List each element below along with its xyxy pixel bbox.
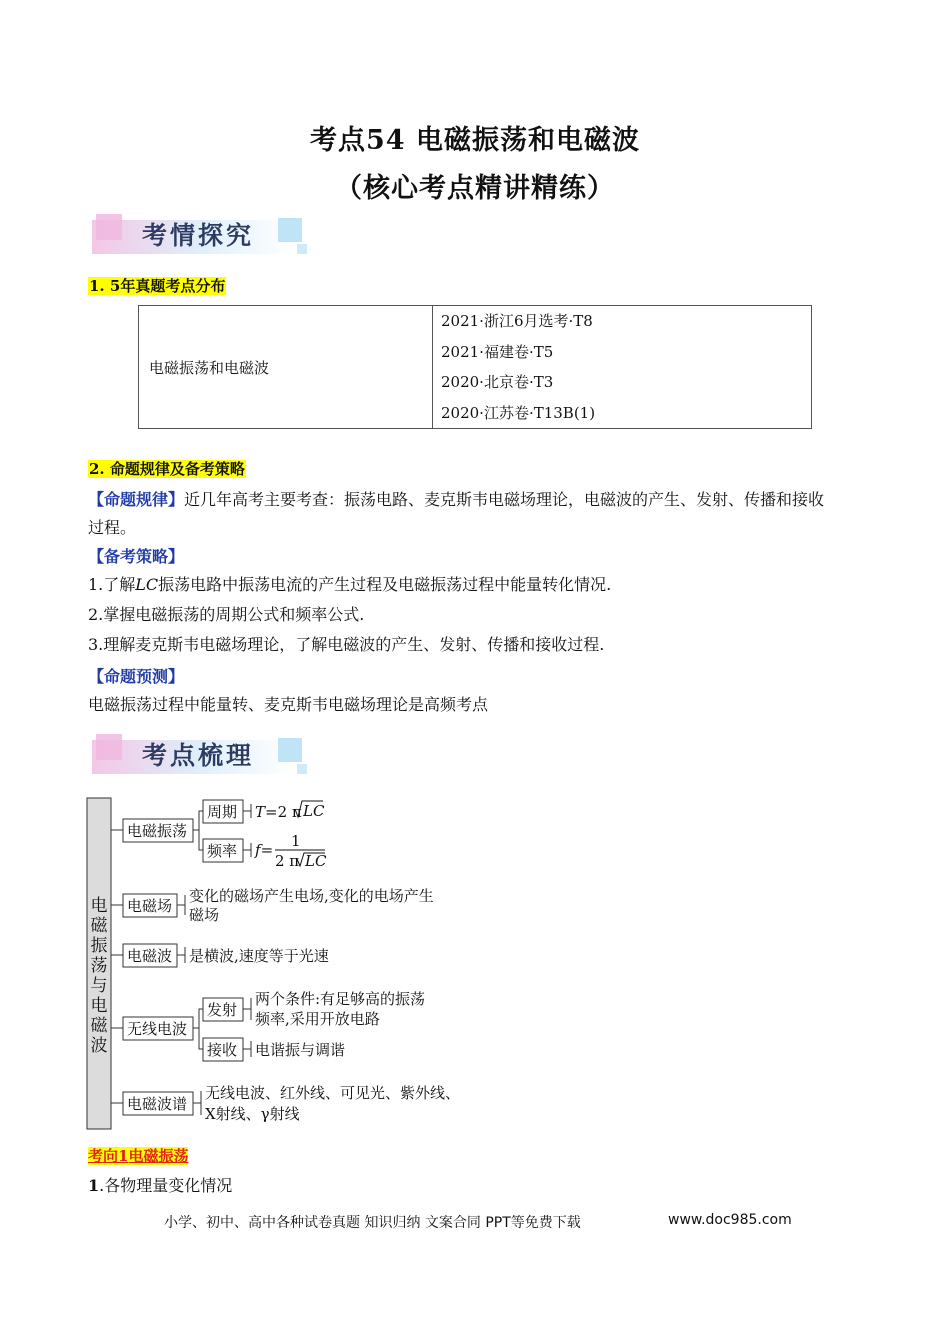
- direction-heading: [88, 1145, 188, 1166]
- strategy-lc-term: LC: [135, 575, 159, 594]
- svg-text:LC: LC: [305, 852, 327, 870]
- svg-text:X射线、γ射线: X射线、γ射线: [205, 1105, 300, 1123]
- svg-text:LC: LC: [303, 802, 325, 820]
- footer-text: 小学、初中、高中各种试卷真题 知识归纳 文案合同 PPT等免费下载: [164, 1215, 581, 1231]
- topic-cell: 电磁振荡和电磁波: [139, 306, 433, 429]
- svg-text:波: 波: [90, 1036, 108, 1056]
- svg-text:与: 与: [90, 976, 108, 996]
- section-heading-distribution: 1. 5年真题考点分布: [89, 277, 226, 295]
- strategy-item-2: 2.掌握电磁振荡的周期公式和频率公式.: [88, 605, 365, 624]
- exam-list-cell: [433, 306, 812, 429]
- period-formula: [255, 801, 325, 821]
- rule-label: 【命题规律】: [88, 490, 185, 509]
- svg-text:1: 1: [291, 832, 301, 850]
- section-heading-strategy: 2. 命题规律及备考策略: [89, 460, 245, 478]
- em-wave-text: 是横波,速度等于光速: [189, 947, 329, 965]
- em-field-text: [189, 887, 434, 924]
- section-banner-knowledge: [92, 734, 312, 778]
- banner-label: 考情探究: [142, 221, 255, 250]
- predict-label: 【命题预测】: [88, 667, 185, 686]
- direction-label: 考向1: [88, 1147, 129, 1165]
- svg-text:发射: 发射: [207, 1001, 238, 1019]
- frequency-formula: [254, 832, 327, 870]
- svg-text:两个条件:有足够高的振荡: 两个条件:有足够高的振荡: [255, 990, 426, 1008]
- strategy-item-3: 3.理解麦克斯韦电磁场理论，了解电磁波的产生、发射、传播和接收过程.: [88, 635, 605, 654]
- svg-text:变化的磁场产生电场,变化的电场产生: 变化的磁场产生电场,变化的电场产生: [189, 887, 434, 905]
- root-label: [91, 896, 109, 1056]
- svg-text:电磁振荡: 电磁振荡: [127, 822, 188, 840]
- transmit-text: [255, 990, 425, 1028]
- svg-text:周期: 周期: [207, 803, 238, 821]
- rule-text: 近几年高考主要考查：振荡电路、麦克斯韦电磁场理论，电磁波的产生、发射、传播和接收: [184, 490, 825, 509]
- svg-text:电磁波: 电磁波: [127, 947, 173, 965]
- page-subtitle: （核心考点精讲精练）: [335, 173, 615, 204]
- rule-text-continued: 过程。: [88, 518, 137, 537]
- exam-entry: 2021·福建卷·T5: [441, 342, 554, 361]
- footer-link[interactable]: www.doc985.com: [668, 1212, 792, 1228]
- svg-text:T=2 π: T=2 π: [255, 803, 302, 821]
- rule-paragraph: [88, 486, 888, 514]
- receive-text: 电谐振与调谐: [255, 1041, 346, 1059]
- svg-text:电磁波谱: 电磁波谱: [127, 1095, 188, 1113]
- svg-text:f=: f=: [255, 841, 274, 859]
- item-1: [88, 1172, 232, 1200]
- banner-label: 考点梳理: [142, 741, 255, 770]
- svg-text:电: 电: [90, 896, 108, 916]
- strategy-item-1: [88, 571, 611, 599]
- svg-text:频率: 频率: [207, 842, 238, 860]
- section-banner-exam-analysis: [92, 214, 312, 258]
- predict-text: 电磁振荡过程中能量转、麦克斯韦电磁场理论是高频考点: [88, 695, 489, 714]
- exam-entry: 2020·江苏卷·T13B(1): [441, 403, 596, 422]
- strategy-label: 【备考策略】: [88, 547, 185, 566]
- direction-title: 电磁振荡: [128, 1147, 189, 1165]
- svg-text:无线电波: 无线电波: [127, 1020, 188, 1038]
- svg-text:频率,采用开放电路: 频率,采用开放电路: [255, 1010, 380, 1028]
- concept-map-diagram: [85, 795, 465, 1135]
- exam-distribution-table: [138, 305, 812, 429]
- svg-text:无线电波、红外线、可见光、紫外线、: 无线电波、红外线、可见光、紫外线、: [205, 1084, 461, 1102]
- strategy-text: 振荡电路中振荡电流的产生过程及电磁振荡过程中能量转化情况.: [158, 575, 612, 594]
- svg-text:振: 振: [90, 936, 108, 956]
- exam-entry: 2021·浙江6月选考·T8: [441, 312, 593, 330]
- item-text: .各物理量变化情况: [99, 1176, 233, 1195]
- svg-text:磁场: 磁场: [189, 906, 220, 924]
- spectrum-text: [205, 1084, 460, 1123]
- page-title: 考点54 电磁振荡和电磁波: [310, 125, 640, 156]
- exam-entry: 2020·北京卷·T3: [441, 373, 554, 391]
- svg-text:磁: 磁: [90, 1016, 108, 1036]
- svg-text:接收: 接收: [207, 1041, 238, 1059]
- svg-text:电磁场: 电磁场: [127, 897, 173, 915]
- svg-text:电: 电: [90, 996, 108, 1016]
- item-number: 1: [88, 1176, 100, 1195]
- svg-text:磁: 磁: [90, 916, 108, 936]
- svg-text:2 π: 2 π: [275, 852, 300, 870]
- svg-text:荡: 荡: [90, 956, 108, 976]
- strategy-text: 1.了解: [88, 575, 136, 594]
